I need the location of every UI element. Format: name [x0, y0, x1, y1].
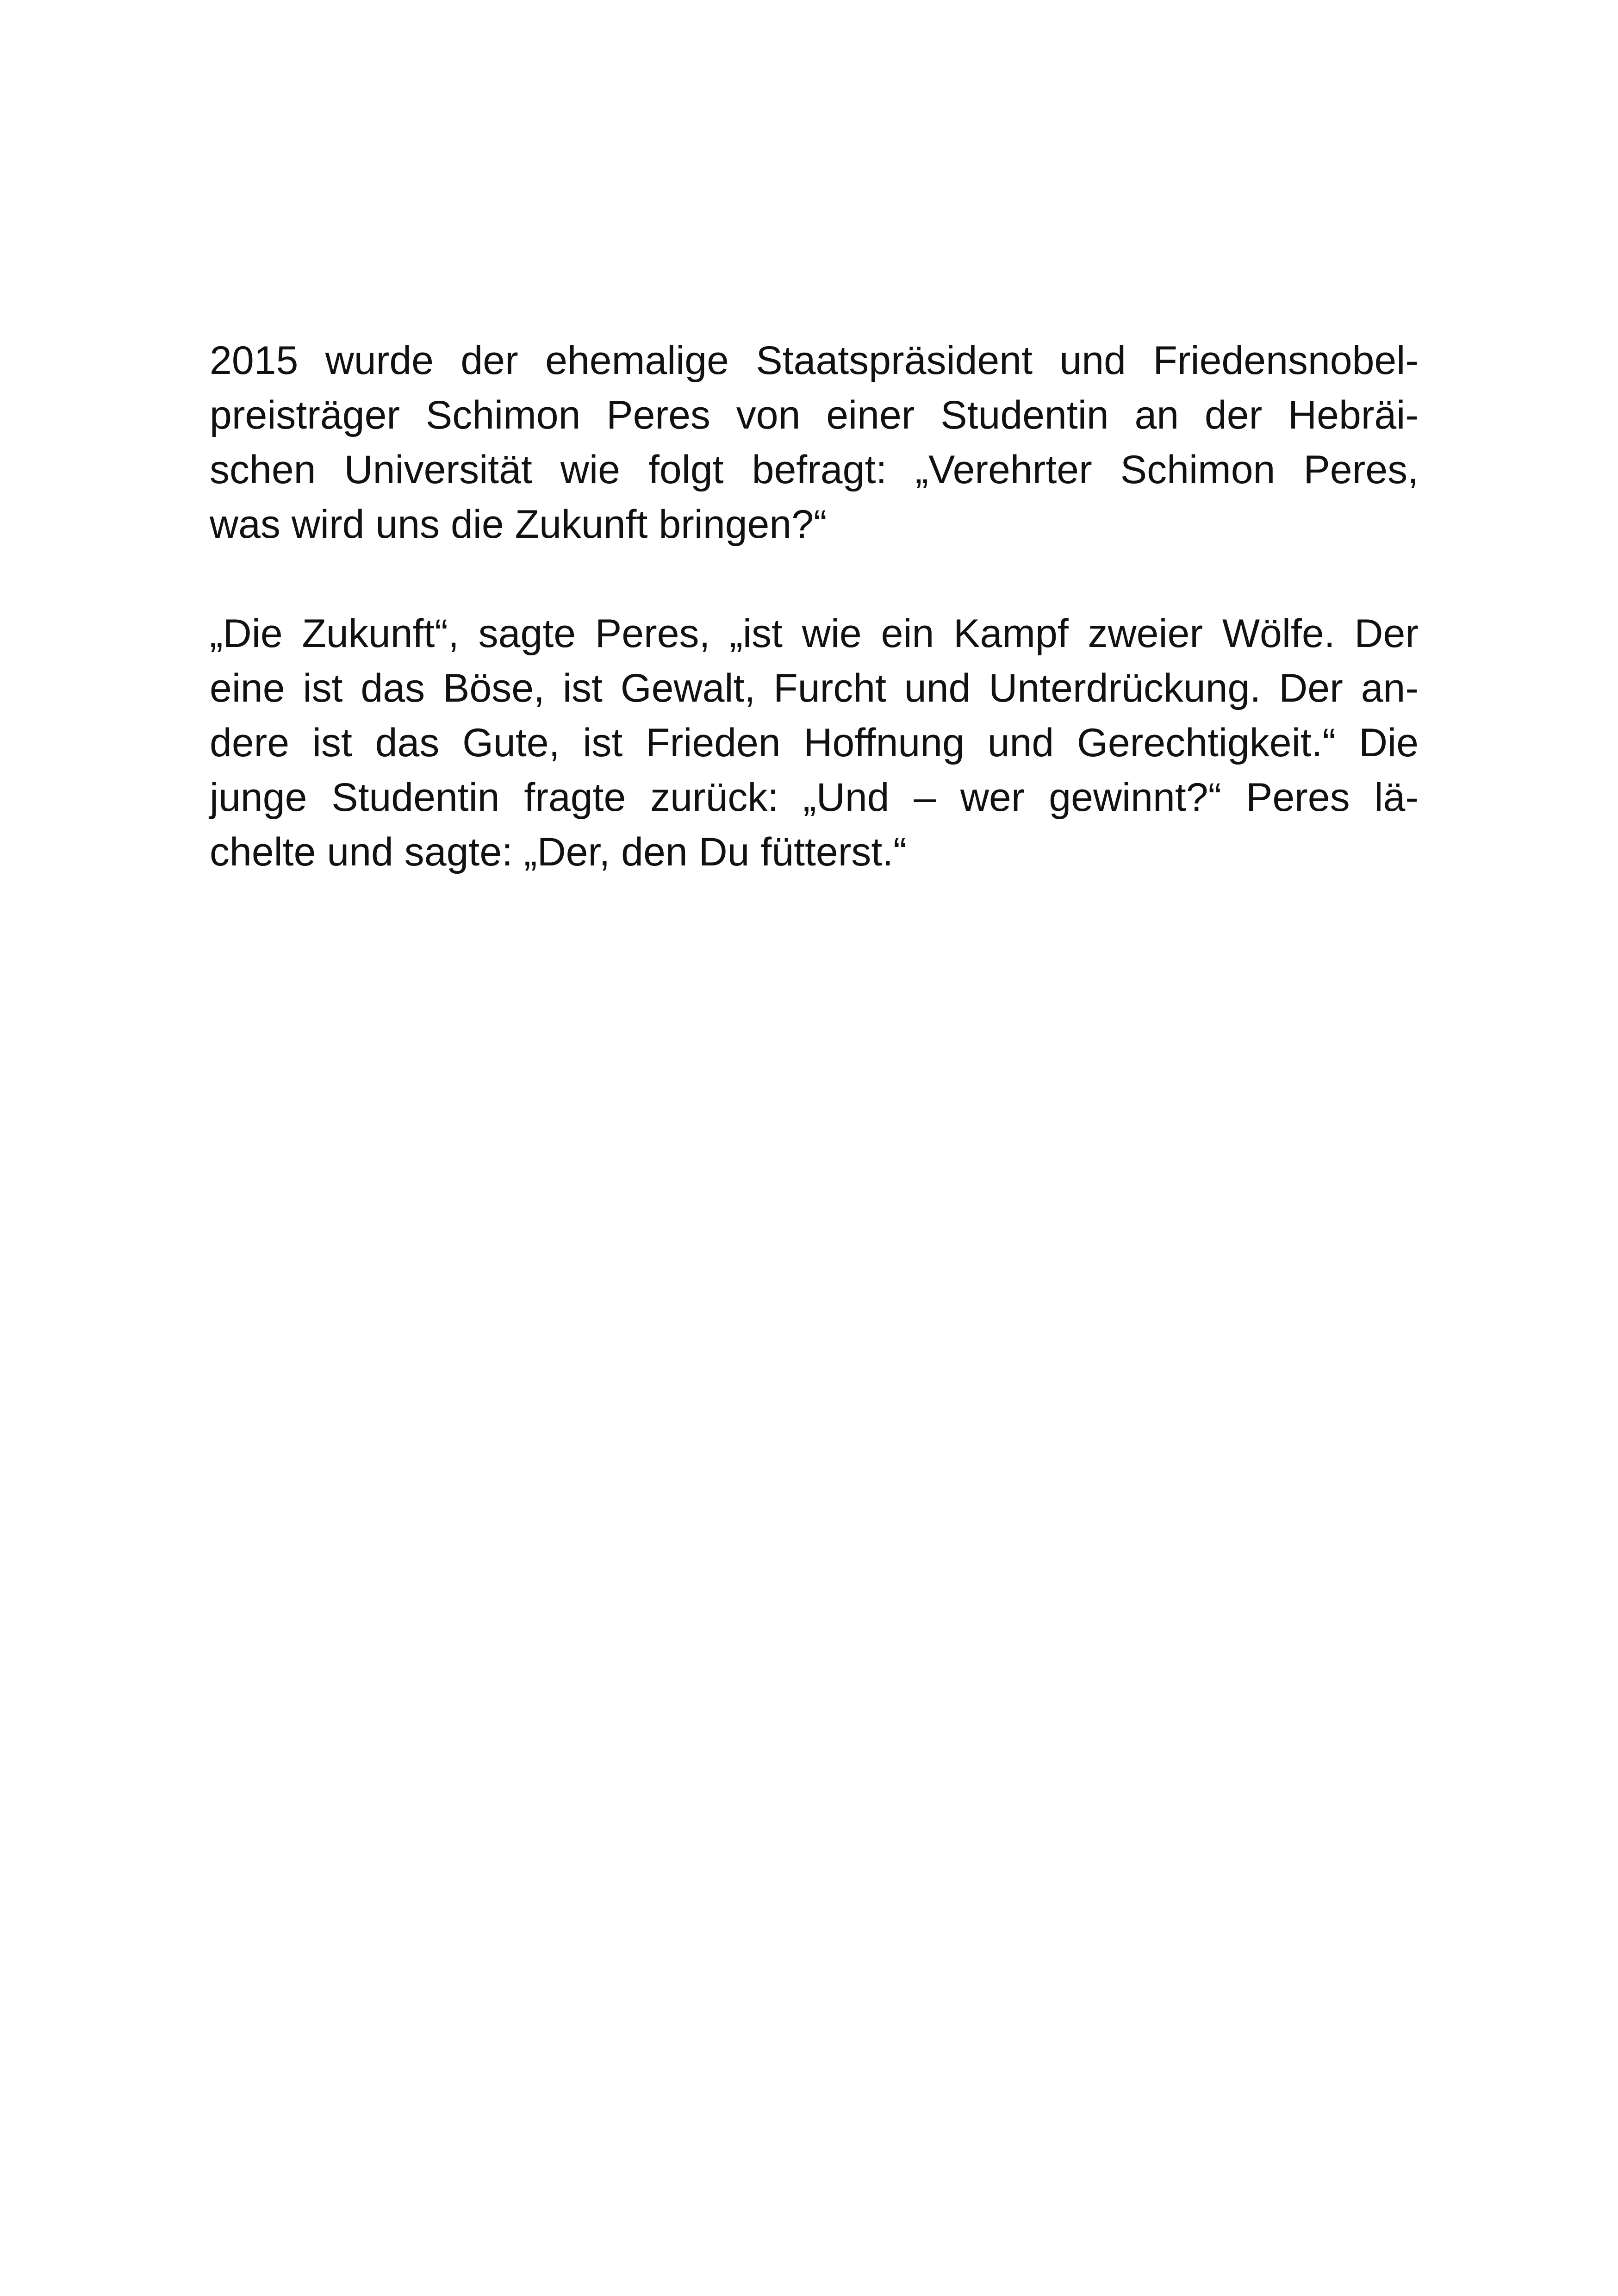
text-line: was wird uns die Zukunft bringen?“	[210, 502, 827, 547]
body-text	[210, 333, 1419, 879]
text-line: chelte und sagte: „Der, den Du fütterst.“	[210, 830, 907, 874]
paragraph	[210, 606, 1419, 879]
paragraph	[210, 333, 1419, 552]
text-line: junge Studentin fragte zurück: „Und – wer gewinnt?“ Peres lä-	[210, 775, 1419, 820]
text-line: 2015 wurde der ehemalige Staatspräsident und Friedensnobel-	[210, 338, 1419, 383]
text-line: eine ist das Böse, ist Gewalt, Furcht und Unterdrückung. Der an-	[210, 666, 1419, 710]
text-line: schen Universität wie folgt befragt: „Verehrter Schimon Peres,	[210, 448, 1419, 492]
text-line: dere ist das Gute, ist Frieden Hoffnung und Gerechtigkeit.“ Die	[210, 721, 1419, 765]
text-line: preisträger Schimon Peres von einer Studentin an der Hebräi-	[210, 393, 1419, 437]
text-line: „Die Zukunft“, sagte Peres, „ist wie ein Kampf zweier Wölfe. Der	[210, 611, 1419, 656]
paragraph-spacer	[210, 552, 1419, 606]
